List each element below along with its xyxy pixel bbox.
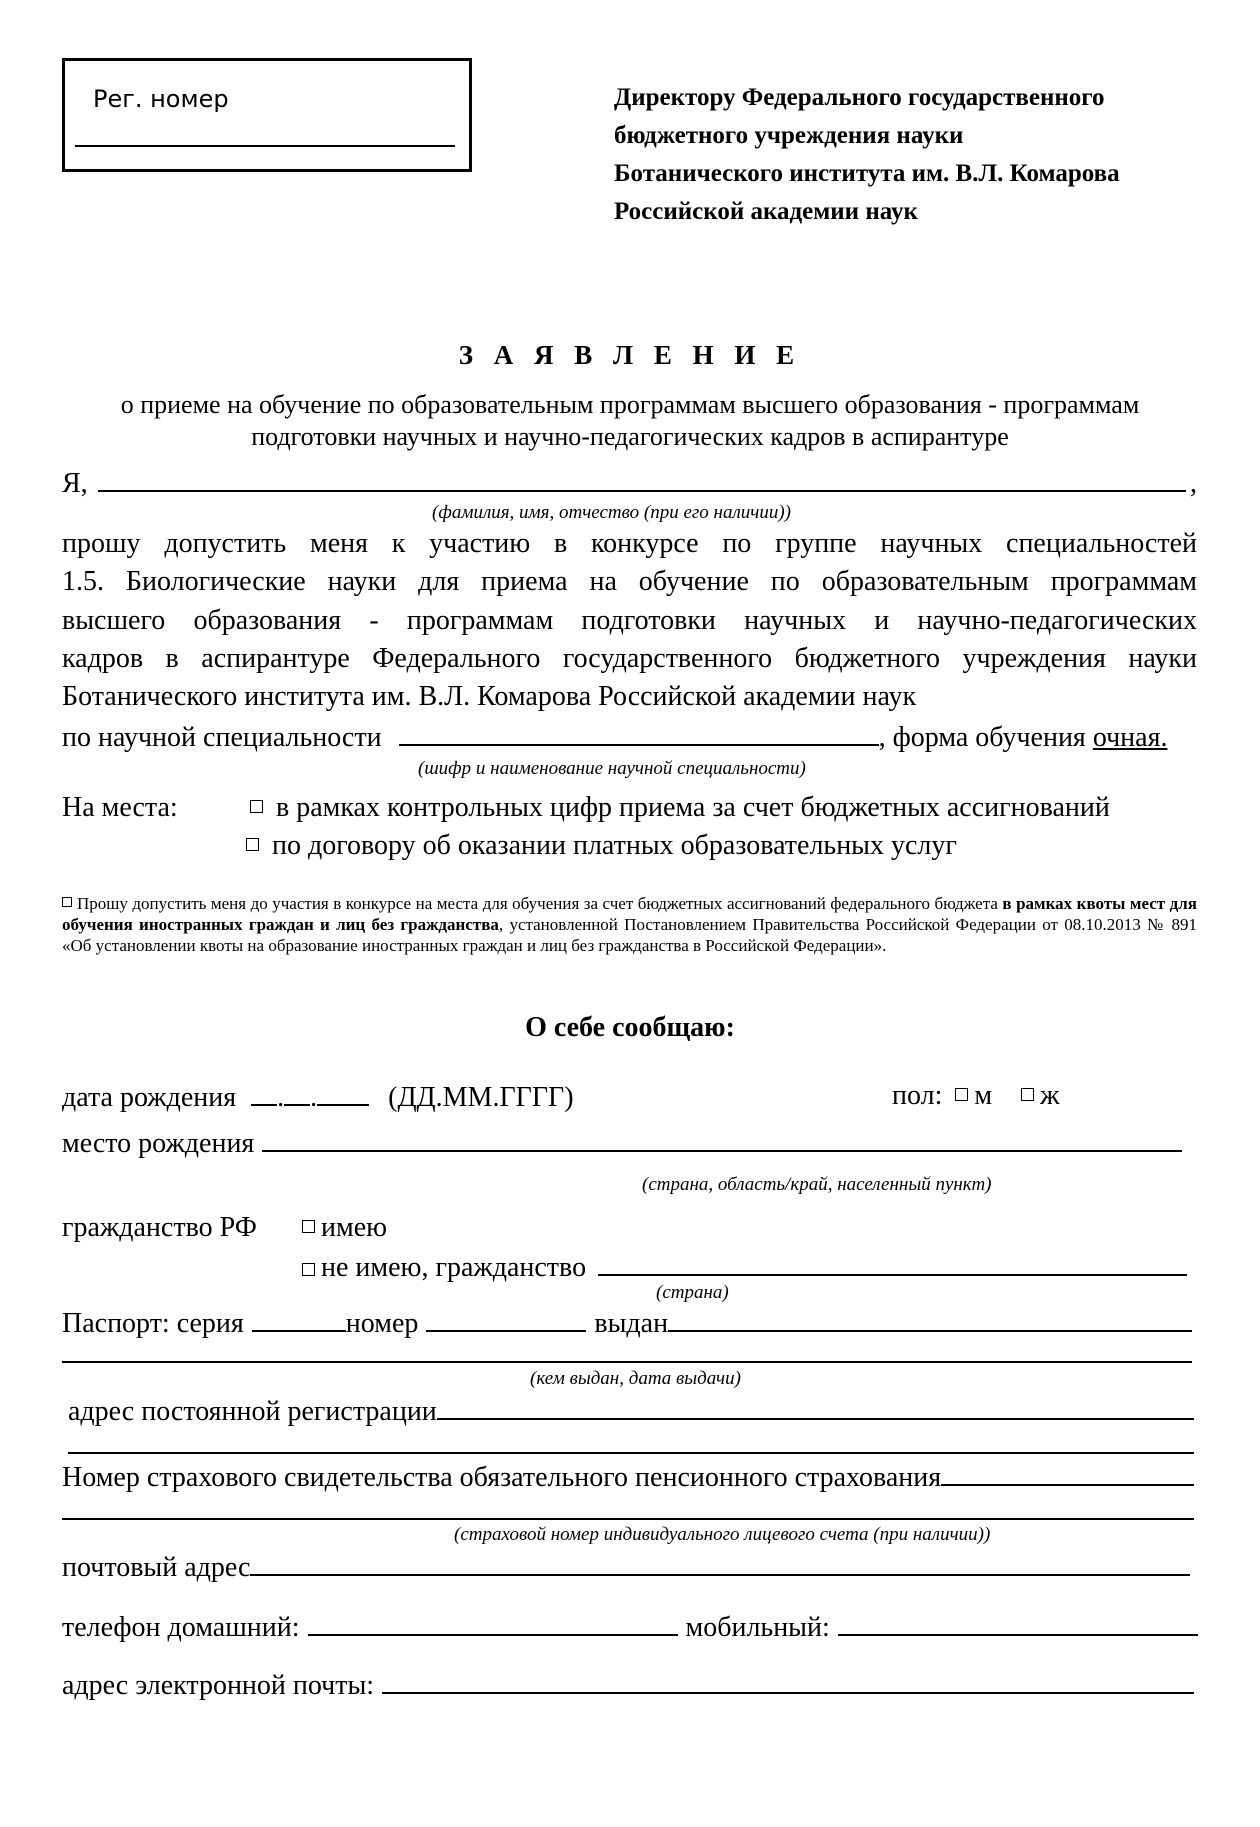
phone-mobile-label: мобильный: — [685, 1612, 830, 1643]
places-label: На места: — [62, 792, 178, 823]
place-option-paid-label: по договору об оказании платных образовательных услуг — [272, 830, 957, 861]
passport-series-label: Паспорт: серия — [62, 1308, 244, 1339]
snils-field[interactable] — [941, 1460, 1194, 1486]
reg-number-field[interactable] — [75, 145, 455, 147]
phone-mobile-field[interactable] — [838, 1610, 1198, 1636]
applicant-name-field[interactable] — [98, 466, 1186, 492]
snils-hint: (страховой номер индивидуального лицевого счета (при наличии)) — [454, 1524, 991, 1545]
birth-place-field[interactable] — [262, 1126, 1182, 1152]
snils-field-line-2[interactable] — [62, 1518, 1194, 1520]
passport-series-field[interactable] — [252, 1306, 346, 1332]
quota-text-1: Прошу допустить меня до участия в конкурсе на места для обучения за счет бюджетных ассигнований федерального бюджета — [77, 894, 998, 913]
subtitle-line-1: о приеме на обучение по образовательным программам высшего образования - программам — [120, 390, 1140, 419]
specialty-hint: (шифр и наименование научной специальности) — [418, 758, 806, 779]
passport-issued-label: выдан — [594, 1308, 669, 1339]
birth-date-format: (ДД.ММ.ГГГГ) — [388, 1082, 574, 1113]
passport-issued-field[interactable] — [668, 1306, 1192, 1332]
postal-row — [62, 1550, 1190, 1584]
applicant-hint: (фамилия, имя, отчество (при его наличии)) — [432, 502, 791, 523]
specialty-row — [62, 720, 1197, 754]
place-option-budget[interactable] — [250, 792, 1110, 824]
birth-date-row: дата рождения . . (ДД.ММ.ГГГГ) — [62, 1082, 574, 1113]
postal-label: почтовый адрес — [62, 1552, 251, 1583]
about-heading: О себе сообщаю: — [525, 1012, 735, 1043]
postal-field[interactable] — [250, 1550, 1190, 1576]
quota-text-bold: в рамках квоты мест для обучения иностранных граждан и лиц без гражданства — [62, 894, 1198, 934]
subtitle-line-2: подготовки научных и научно-педагогических кадров в аспирантуре — [251, 422, 1009, 451]
birth-month-field[interactable] — [284, 1080, 310, 1106]
applicant-suffix: , — [1190, 468, 1197, 499]
birth-place-hint: (страна, область/край, населенный пункт) — [642, 1174, 992, 1195]
sex-row — [892, 1080, 1059, 1112]
citizenship-hint: (страна) — [656, 1282, 729, 1303]
registration-field[interactable] — [437, 1394, 1194, 1420]
study-form-label: , форма обучения — [878, 722, 1086, 753]
applicant-prefix: Я, — [62, 468, 88, 499]
snils-row — [62, 1460, 1194, 1494]
quota-paragraph — [62, 893, 1197, 956]
citizenship-label: гражданство РФ — [62, 1212, 257, 1243]
addressee-line-3: Ботанического института им. В.Л. Комарова — [614, 160, 1120, 187]
body-line-5: Ботанического института им. В.Л. Комарова Российской академии наук — [62, 681, 917, 712]
place-option-budget-label: в рамках контрольных цифр приема за счет бюджетных ассигнований — [276, 792, 1110, 823]
passport-hint: (кем выдан, дата выдачи) — [530, 1368, 741, 1389]
passport-issued-field-line-2[interactable] — [62, 1361, 1192, 1363]
phone-row — [62, 1610, 1198, 1644]
body-line-3: высшего образования - программам подготовки научных и научно-педагогических — [62, 605, 1197, 636]
registration-field-line-2[interactable] — [68, 1452, 1194, 1454]
birth-place-label: место рождения — [62, 1128, 255, 1159]
document-title: З А Я В Л Е Н И Е — [458, 340, 802, 370]
snils-label: Номер страхового свидетельства обязательного пенсионного страхования — [62, 1462, 942, 1493]
place-option-paid[interactable] — [246, 830, 957, 862]
specialty-prefix: по научной специальности — [62, 722, 382, 753]
email-row — [62, 1668, 1194, 1702]
checkbox-budget[interactable] — [250, 800, 263, 813]
reg-number-label: Рег. номер — [93, 85, 229, 113]
body-line-4: кадров в аспирантуре Федерального государственного бюджетного учреждения науки — [62, 643, 1197, 674]
study-form-value: очная. — [1092, 722, 1168, 753]
body-line-2: 1.5. Биологические науки для приема на обучение по образовательным программам — [62, 566, 1197, 597]
email-field[interactable] — [382, 1668, 1194, 1694]
registration-row — [68, 1394, 1194, 1428]
addressee-line-2: бюджетного учреждения науки — [614, 122, 964, 149]
citizenship-not-have-label: не имею, гражданство — [321, 1252, 587, 1283]
registration-label: адрес постоянной регистрации — [68, 1396, 437, 1427]
passport-number-label: номер — [345, 1308, 419, 1339]
birth-date-label: дата рождения — [62, 1082, 237, 1113]
citizenship-country-field[interactable] — [598, 1250, 1187, 1276]
checkbox-paid[interactable] — [246, 838, 259, 851]
passport-number-field[interactable] — [426, 1306, 586, 1332]
citizenship-have[interactable] — [302, 1212, 387, 1244]
sex-m-label: м — [974, 1080, 993, 1111]
checkbox-sex-f[interactable] — [1021, 1088, 1034, 1101]
citizenship-have-label: имею — [321, 1212, 388, 1243]
checkbox-citizenship-have[interactable] — [302, 1220, 315, 1233]
addressee-line-1: Директору Федерального государственного — [614, 84, 1105, 111]
birth-day-field[interactable] — [251, 1080, 277, 1106]
sex-f-label: ж — [1040, 1080, 1060, 1111]
checkbox-quota[interactable] — [62, 897, 72, 907]
checkbox-sex-m[interactable] — [955, 1088, 968, 1101]
birth-place-row — [62, 1126, 1182, 1160]
quota-text-2: , установленной Постановлением Правительства Российской Федерации от 08.10.2013 № 891 «Об установлении квоты на образование иностранных граждан и лиц без гражданства в Российской Федерации». — [62, 915, 1197, 955]
checkbox-citizenship-not-have[interactable] — [302, 1263, 315, 1276]
registration-number-box — [62, 58, 472, 172]
birth-year-field[interactable] — [317, 1080, 369, 1106]
citizenship-not-have-row — [302, 1250, 1187, 1284]
phone-home-label: телефон домашний: — [62, 1612, 300, 1643]
phone-home-field[interactable] — [308, 1610, 678, 1636]
addressee-line-4: Российской академии наук — [614, 198, 918, 225]
body-line-1: прошу допустить меня к участию в конкурсе по группе научных специальностей — [62, 528, 1197, 559]
specialty-field[interactable] — [399, 720, 879, 746]
applicant-row — [62, 466, 1197, 500]
passport-row — [62, 1306, 1192, 1340]
email-label: адрес электронной почты: — [62, 1670, 375, 1701]
sex-label: пол: — [892, 1080, 943, 1111]
